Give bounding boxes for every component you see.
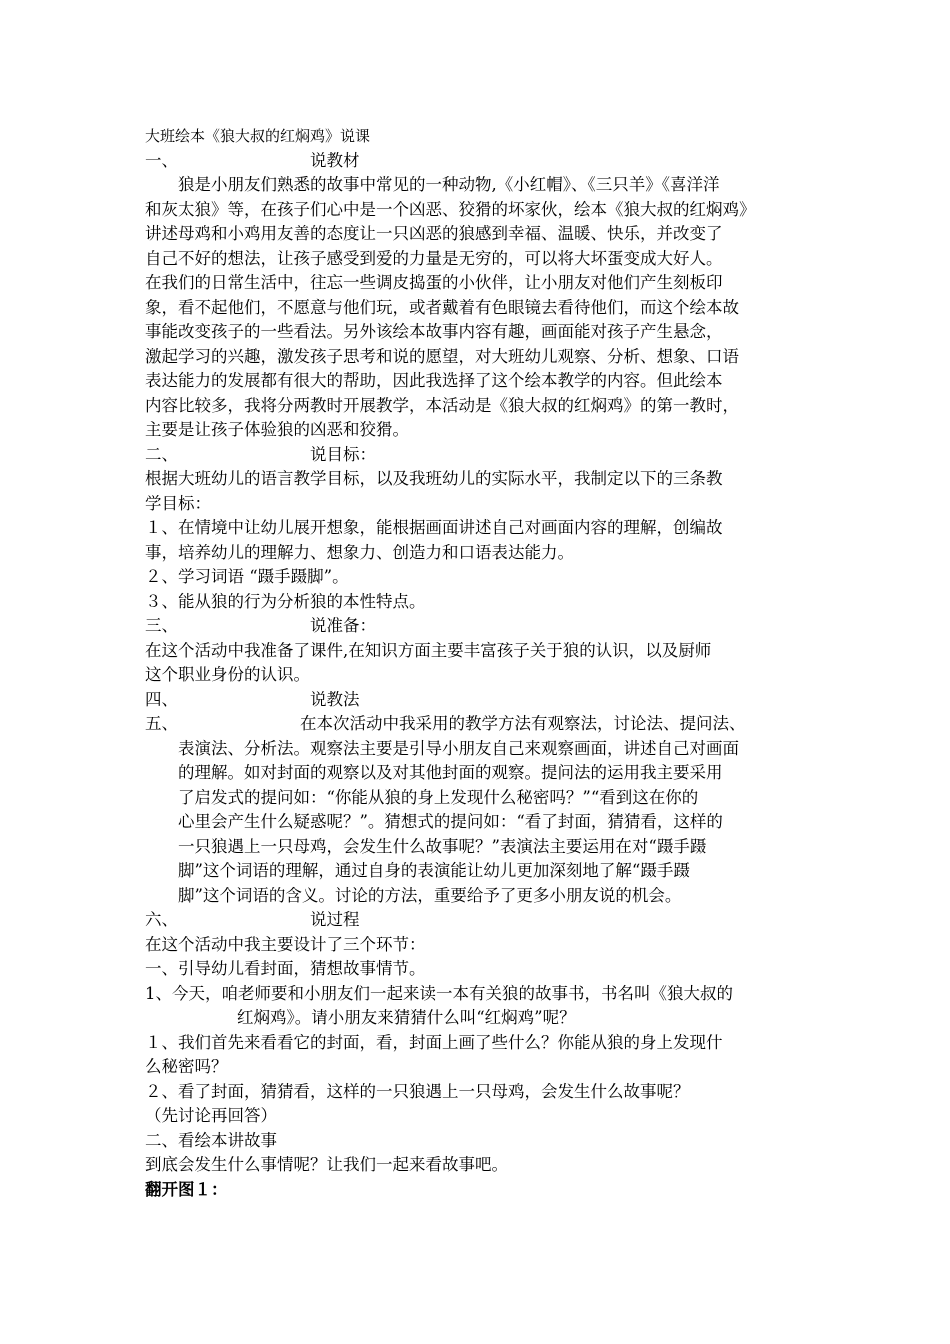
paragraph-line: 红焖鸡》。请小朋友来猜猜什么叫“红焖鸡”呢？ [237,1008,576,1027]
paragraph-line: 事能改变孩子的一些看法。另外该绘本故事内容有趣，画面能对孩子产生悬念， [145,322,723,341]
paragraph-line: １、在情境中让幼儿展开想象，能根据画面讲述自己对画面内容的理解，创编故 [145,518,723,537]
paragraph-line: 激起学习的兴趣，激发孩子思考和说的愿望，对大班幼儿观察、分析、想象、口语 [145,346,739,366]
paragraph-line: 狼是小朋友们熟悉的故事中常见的一种动物,《小红帽》、《三只羊》《喜洋洋 [178,175,720,194]
paragraph-line: 一只狼遇上一只母鸡，会发生什么故事呢？”表演法主要运用在对“蹑手蹑 [178,836,707,856]
section-5-heading [145,712,815,737]
paragraph-line: 1、今天，咱老师要和小朋友们一起来读一本有关狼的故事书，书名叫《狼大叔的 [145,983,733,1003]
section-title: 说准备： [310,616,376,635]
step-heading: 一、引导幼儿看封面，猜想故事情节。 [145,959,426,978]
paragraph-line: （先讨论再回答） [145,1106,277,1125]
section-number: 三、 [145,616,178,635]
section-first-line: 在本次活动中我采用的教学方法有观察法，讨论法、提问法、 [300,714,746,733]
paragraph-line: 表达能力的发展都有很大的帮助，因此我选择了这个绘本教学的内容。但此绘本 [145,371,723,390]
paragraph-line: 讲述母鸡和小鸡用友善的态度让一只凶恶的狼感到幸福、温暖、快乐，并改变了 [145,224,723,243]
paragraph-line: 事，培养幼儿的理解力、想象力、创造力和口语表达能力。 [145,542,574,562]
section-3-heading [145,614,815,639]
section-title: 说教法 [310,689,360,709]
figure-label: 翻开图１： [145,1179,228,1199]
section-number: 五、 [145,714,178,733]
paragraph-line: 这个职业身份的认识。 [145,665,310,684]
paragraph-line: 脚”这个词语的理解，通过自身的表演能让幼儿更加深刻地了解“蹑手蹑 [178,861,690,880]
paragraph-line: 在我们的日常生活中，往忘一些调皮捣蛋的小伙伴，让小朋友对他们产生刻板印 [145,273,723,292]
paragraph-line: 表演法、分析法。观察法主要是引导小朋友自己来观察画面，讲述自己对画面 [178,738,739,758]
paragraph-line: 主要是让孩子体验狼的凶恶和狡猾。 [145,420,409,439]
paragraph-line: ２、学习词语 “蹑手蹑脚”。 [145,567,349,586]
paragraph-line: 根据大班幼儿的语言教学目标，以及我班幼儿的实际水平，我制定以下的三条教 [145,469,723,488]
section-6-heading [145,908,815,933]
document-title: 大班绘本《狼大叔的红焖鸡》说课 [145,127,371,145]
paragraph-line: 象，看不起他们，不愿意与他们玩，或者戴着有色眼镜去看待他们，而这个绘本故 [145,297,739,317]
paragraph-line: 么秘密吗？ [145,1057,228,1076]
paragraph-line: ３、能从狼的行为分析狼的本性特点。 [145,591,426,611]
section-number: 六、 [145,910,178,929]
section-2-heading [145,443,815,468]
document-page [145,124,815,1202]
section-number: 二、 [145,444,178,464]
paragraph-line: 自己不好的想法，让孩子感受到爱的力量是无穷的，可以将大坏蛋变成大好人。 [145,248,723,268]
paragraph-line: 了启发式的提问如：“你能从狼的身上发现什么秘密吗？”“看到这在你的 [178,787,699,807]
paragraph-line: 和灰太狼》等，在孩子们心中是一个凶恶、狡猾的坏家伙，绘本《狼大叔的红焖鸡》 [145,199,756,219]
section-number: 一、 [145,150,178,170]
paragraph-line: 在这个活动中我准备了课件,在知识方面主要丰富孩子关于狼的认识，以及厨师 [145,640,712,660]
section-title: 说过程 [310,910,360,929]
paragraph-line: １、我们首先来看看它的封面，看，封面上画了些什么？你能从狼的身上发现什 [145,1032,723,1052]
section-4-heading [145,688,815,713]
paragraph-line: 的理解。如对封面的观察以及对其他封面的观察。提问法的运用我主要采用 [178,763,723,782]
paragraph-line: 心里会产生什么疑惑呢？”。猜想式的提问如：“看了封面，猜猜看，这样的 [178,812,723,831]
paragraph-line: 学目标： [145,493,211,513]
paragraph-line: 脚”这个词语的含义。讨论的方法，重要给予了更多小朋友说的机会。 [178,885,682,905]
step-heading: 二、看绘本讲故事 [145,1130,277,1150]
section-title: 说目标： [310,444,376,464]
section-title: 说教材 [310,150,360,170]
section-number: 四、 [145,689,178,709]
paragraph-line: 到底会发生什么事情呢？让我们一起来看故事吧。 [145,1155,508,1174]
paragraph-line: ２、看了封面，猜猜看，这样的一只狼遇上一只母鸡，会发生什么故事呢？ [145,1081,690,1101]
paragraph-line: 内容比较多，我将分两教时开展教学，本活动是《狼大叔的红焖鸡》的第一教时， [145,395,739,415]
paragraph-line: 在这个活动中我主要设计了三个环节： [145,934,426,954]
section-1-heading [145,149,815,174]
